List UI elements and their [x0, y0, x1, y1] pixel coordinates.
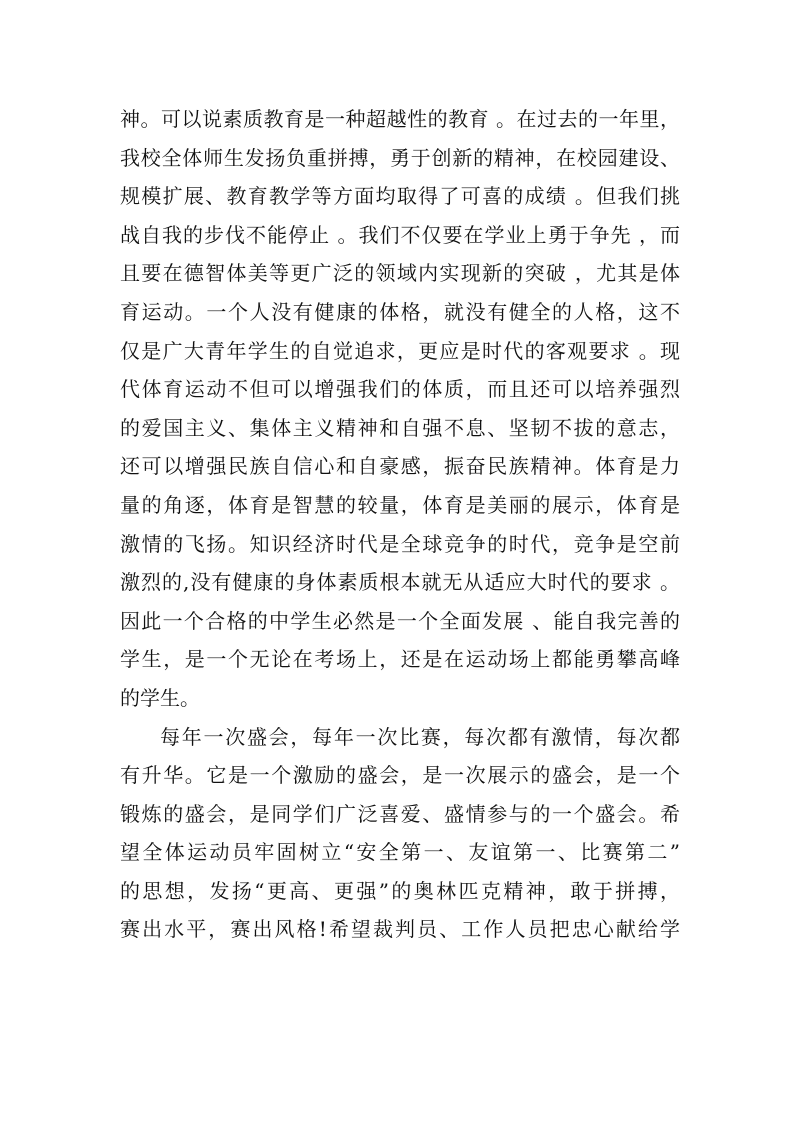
- text-line: 的爱国主义、集体主义精神和自强不息、坚韧不拔的意志，: [120, 415, 680, 440]
- text-line: 激情的飞扬。知识经济时代是全球竞争的时代，竞争是空前: [120, 531, 680, 556]
- text-line: 有升华。它是一个激励的盛会，是一次展示的盛会，是一个: [120, 763, 680, 788]
- text-line: 激烈的,没有健康的身体素质根本就无从适应大时代的要求 。: [120, 570, 680, 595]
- paragraph-2: [120, 718, 680, 950]
- text-line: 量的角逐，体育是智慧的较量，体育是美丽的展示，体育是: [120, 492, 680, 517]
- paragraph-1: [120, 100, 680, 718]
- text-line: 的学生。: [120, 685, 200, 710]
- text-line: 育运动。一个人没有健康的体格，就没有健全的人格，这不: [120, 299, 680, 324]
- text-line: 且要在德智体美等更广泛的领域内实现新的突破 ，尤其是体: [120, 261, 680, 286]
- text-line: 赛出水平，赛出风格!希望裁判员、工作人员把忠心献给学: [120, 917, 680, 942]
- text-line: 因此一个合格的中学生必然是一个全面发展 、能自我完善的: [120, 608, 680, 633]
- text-line: 代体育运动不但可以增强我们的体质，而且还可以培养强烈: [120, 377, 680, 402]
- text-line: 锻炼的盛会，是同学们广泛喜爱、盛情参与的一个盛会。希: [120, 801, 680, 826]
- text-line: 战自我的步伐不能停止 。我们不仅要在学业上勇于争先 ，而: [120, 222, 680, 247]
- text-line: 我校全体师生发扬负重拼搏，勇于创新的精神，在校园建设、: [120, 145, 680, 170]
- text-line: 规模扩展、教育教学等方面均取得了可喜的成绩 。但我们挑: [120, 184, 680, 209]
- text-line: 还可以增强民族自信心和自豪感，振奋民族精神。体育是力: [120, 454, 680, 479]
- text-line: 的思想，发扬“更高、更强”的奥林匹克精神，敢于拼搏，: [120, 878, 680, 903]
- text-line: 学生，是一个无论在考场上，还是在运动场上都能勇攀高峰: [120, 647, 680, 672]
- document-body: [120, 100, 680, 949]
- text-line: 神。可以说素质教育是一种超越性的教育 。在过去的一年里，: [120, 107, 680, 131]
- text-line: 望全体运动员牢固树立“安全第一、友谊第一、比赛第二”: [120, 840, 680, 865]
- text-line: 每年一次盛会，每年一次比赛，每次都有激情，每次都: [160, 724, 680, 749]
- text-line: 仅是广大青年学生的自觉追求，更应是时代的客观要求 。现: [120, 338, 680, 363]
